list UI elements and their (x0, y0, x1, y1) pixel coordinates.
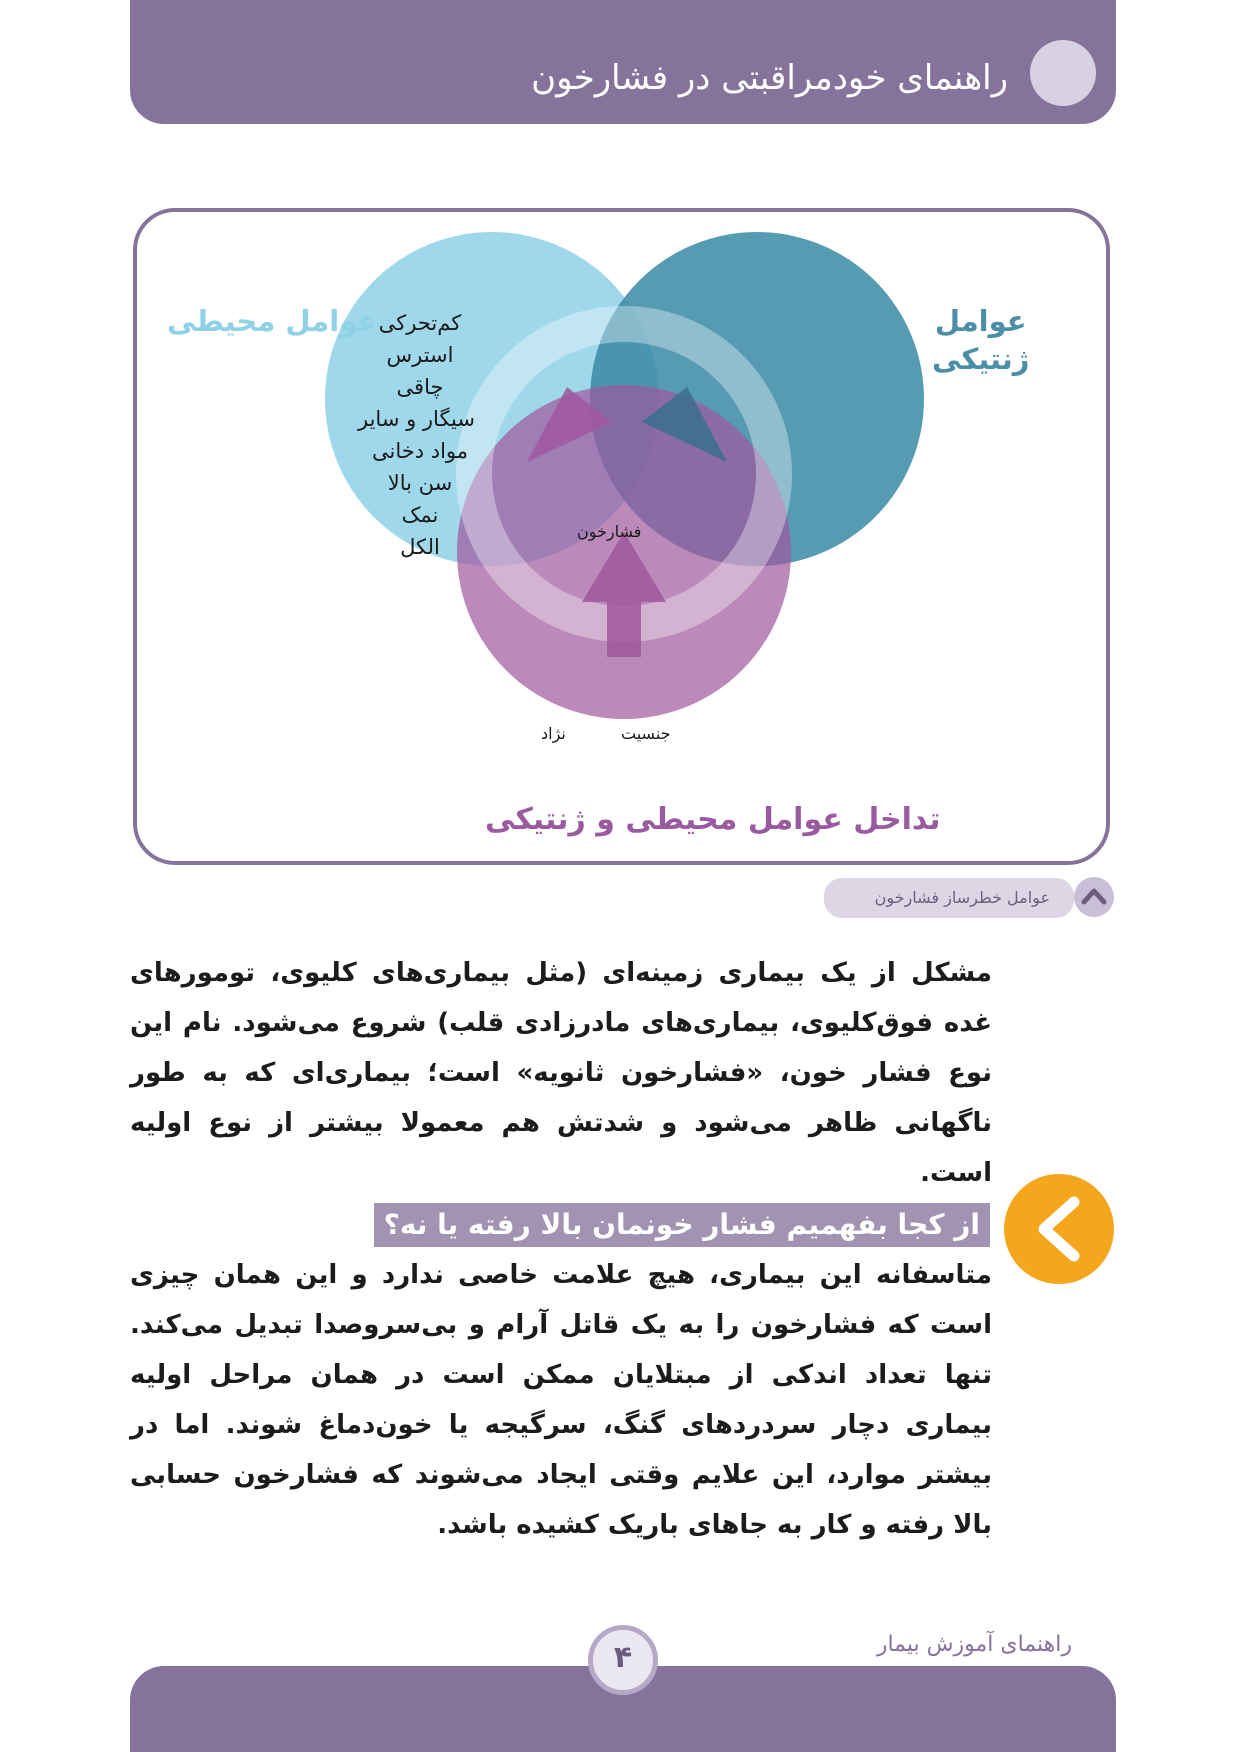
chevron-left-icon (1004, 1174, 1114, 1284)
genetic-factor-race: نژاد (541, 724, 566, 743)
venn-diagram-frame (133, 208, 1110, 865)
factor-item: سن بالا (387, 471, 453, 495)
factor-item: استرس (386, 343, 454, 367)
factor-item: مواد دخانی (371, 439, 469, 463)
genetic-title-line1: عوامل (934, 304, 1027, 338)
factor-item: چاقی (396, 375, 444, 399)
genetic-title-line2: ژنتیکی (932, 342, 1030, 376)
page-number: ۴ (613, 1640, 633, 1675)
chevron-up-icon (1074, 877, 1114, 917)
section-body: متاسفانه این بیماری، هیچ علامت خاصی ندارد و این همان چیزی است که فشارخون را به یک قاتل آرام و بی‌سروصدا تبدیل می‌کند. تنها تعداد اندکی از مبتلایان ممکن است در همان مراحل اولیه بیماری دچار سردردهای گنگ، سرگیجه یا خون‌دماغ شوند. اما در بیشتر موارد، این علایم وقتی ایجاد می‌شوند که فشارخون حسابی بالا رفته و کار به جاهای باریک کشیده باشد. (130, 1260, 992, 1540)
figure-caption: عوامل خطرساز فشارخون (874, 888, 1050, 907)
overlap-title: تداخل عوامل محیطی و ژنتیکی (485, 802, 941, 837)
center-label: فشارخون (577, 522, 642, 541)
genetic-title (932, 302, 1029, 378)
page-title: راهنمای خودمراقبتی در فشارخون (531, 58, 1008, 98)
header-circle-icon (1030, 40, 1096, 106)
environmental-factor-list (358, 307, 475, 563)
genetic-factor-gender: جنسیت (621, 724, 671, 743)
factor-item: نمک (401, 503, 439, 527)
footer-title: راهنمای آموزش بیمار (876, 1632, 1072, 1657)
factor-item: سیگار و سایر (358, 407, 475, 431)
paragraph-secondary-hypertension: مشکل از یک بیماری زمینه‌ای (مثل بیماری‌های کلیوی، تومورهای غده فوق‌کلیوی، بیماری‌های مادرزادی قلب) شروع می‌شود. نام این نوع فشار خون، «فشارخون ثانویه» است؛ بیماری‌ای که به طور ناگهانی ظاهر می‌شود و شدتش هم معمولا بیشتر از نوع اولیه است. (130, 958, 992, 1188)
factor-item: کم‌تحرکی (378, 311, 462, 335)
section-heading: از کجا بفهمیم فشار خونمان بالا رفته یا نه؟ (374, 1203, 990, 1247)
environmental-title: عوامل محیطی (167, 304, 378, 338)
factor-item: الکل (400, 535, 440, 559)
